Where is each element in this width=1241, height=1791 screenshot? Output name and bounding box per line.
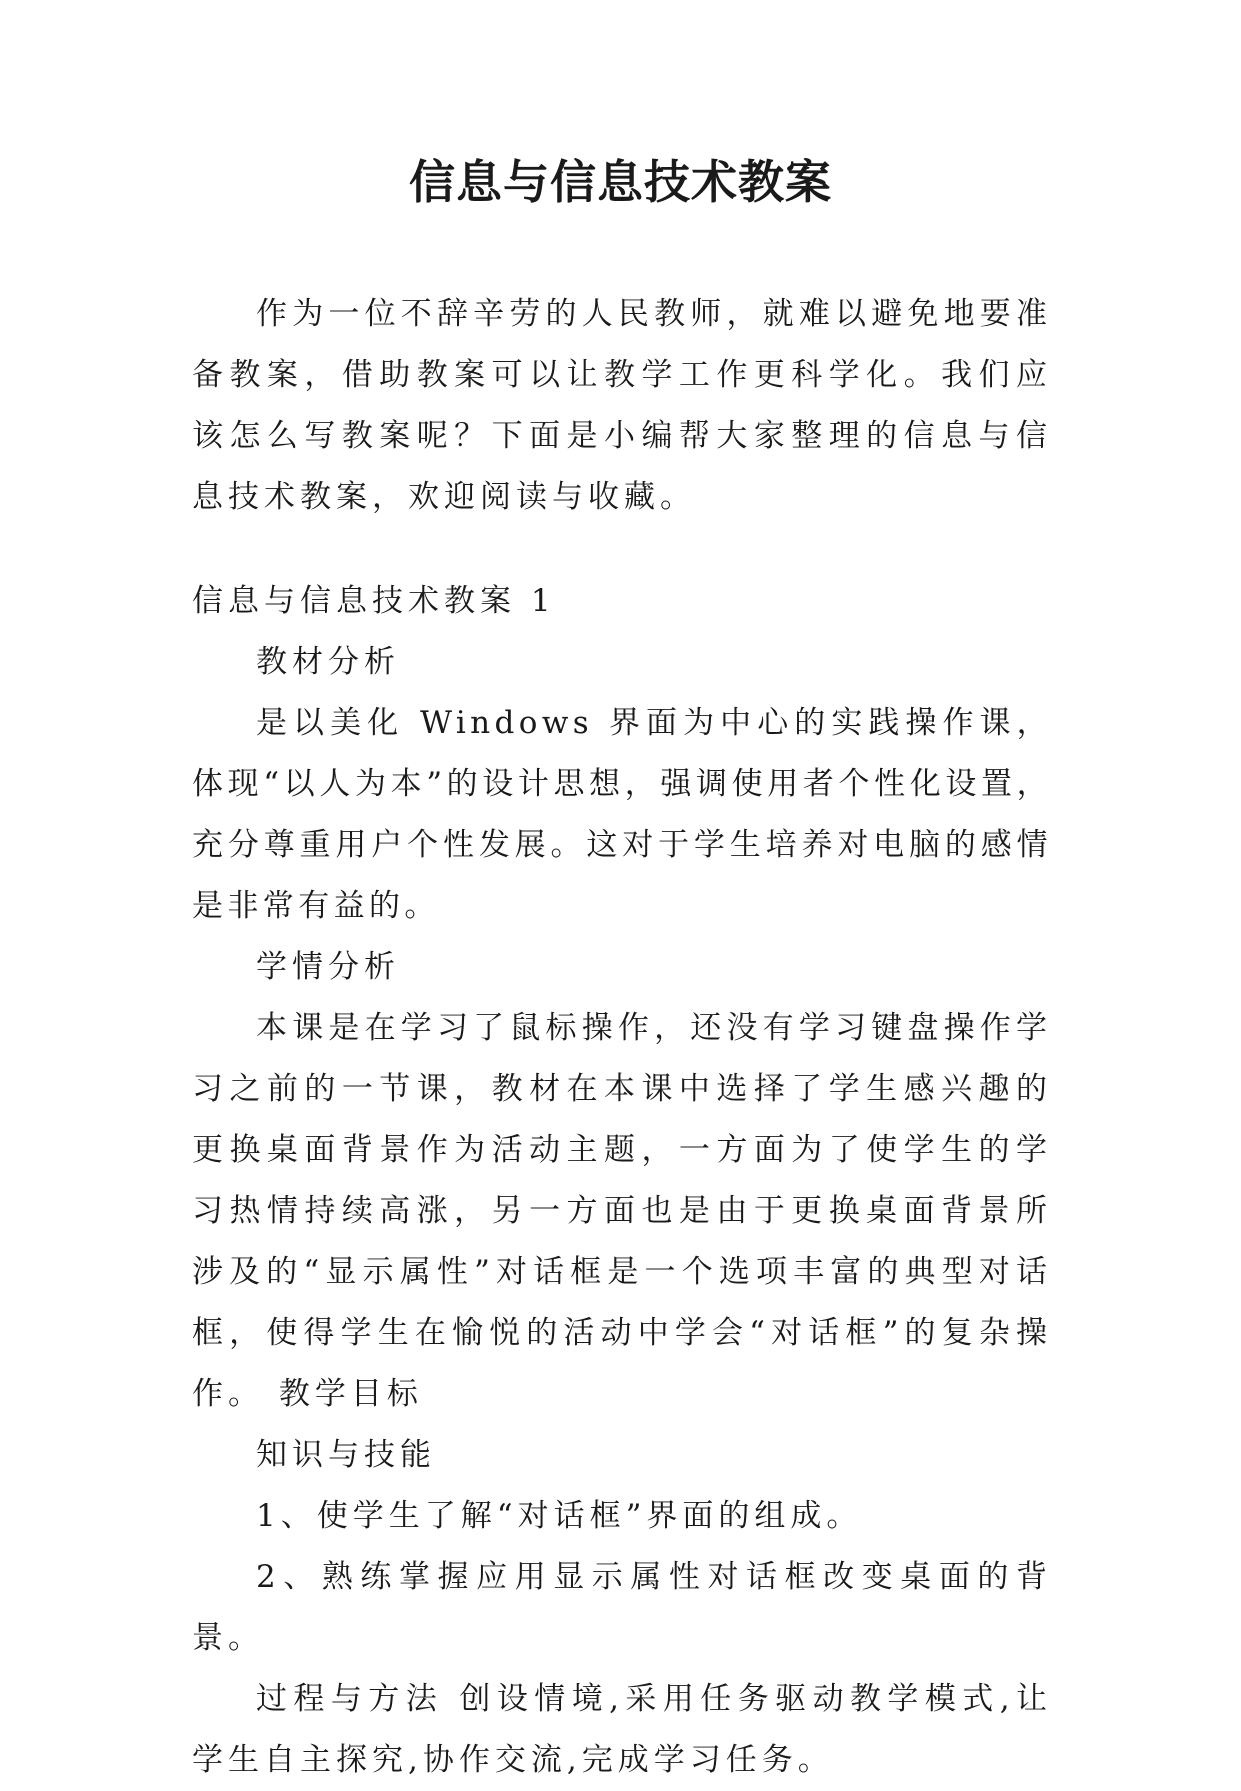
subheading-textbook-analysis: 教材分析 — [256, 644, 400, 680]
document-title: 信息与信息技术教案 — [409, 155, 832, 209]
paragraph-textbook-analysis: 是以美化 Windows 界面为中心的实践操作课，体现“以人为本”的设计思想，强调使用者个性化设置，充分尊重用户个性发展。这对于学生培养对电脑的感情是非常有益的。 — [192, 705, 1052, 924]
paragraph-student-analysis: 本课是在学习了鼠标操作，还没有学习键盘操作学习之前的一节课，教材在本课中选择了学生感兴趣的更换桌面背景作为活动主题，一方面为了使学生的学习热情持续高涨，另一方面也是由于更换桌面背景所涉及的“显示属性”对话框是一个选项丰富的典型对话框，使得学生在愉悦的活动中学会“对话框”的复杂操作。 教学目标 — [192, 1010, 1052, 1412]
section-heading: 信息与信息技术教案 1 — [192, 583, 556, 619]
list-item-1: 1、使学生了解“对话框”界面的组成。 — [256, 1498, 863, 1534]
intro-paragraph: 作为一位不辞辛劳的人民教师，就难以避免地要准备教案，借助教案可以让教学工作更科学化。我们应该怎么写教案呢？下面是小编帮大家整理的信息与信息技术教案，欢迎阅读与收藏。 — [192, 296, 1052, 515]
section-1 — [192, 571, 1052, 1791]
subheading-student-analysis: 学情分析 — [256, 949, 400, 985]
intro-block — [192, 284, 1052, 528]
paragraph-process-method: 过程与方法 创设情境,采用任务驱动教学模式,让学生自主探究,协作交流,完成学习任务。 — [192, 1681, 1052, 1778]
subheading-knowledge-skills: 知识与技能 — [256, 1437, 436, 1473]
list-item-2: 2、熟练掌握应用显示属性对话框改变桌面的背景。 — [192, 1559, 1052, 1656]
